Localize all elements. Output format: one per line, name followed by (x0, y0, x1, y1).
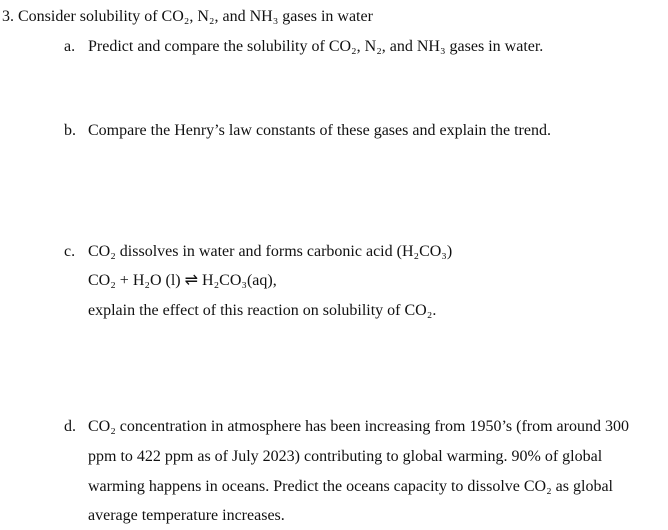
question-title: 3. Consider solubility of CO₂, N₂, and NH₃ gases in water (2, 8, 373, 25)
part-d-line-1: CO₂ concentration in atmosphere has been increasing from 1950’s (from around 300 (88, 418, 629, 435)
part-c-text: CO₂ dissolves in water and forms carbonic acid (H₂CO₃) (88, 243, 453, 260)
part-a-label: a. (64, 38, 76, 55)
part-d-line-3: warming happens in oceans. Predict the oceans capacity to dissolve CO₂ as global (88, 478, 613, 495)
part-a-text: Predict and compare the solubility of CO₂, N₂, and NH₃ gases in water. (88, 38, 544, 55)
part-c-equation: CO₂ + H₂O (l) ⇌ H₂CO₃(aq), (88, 272, 277, 289)
part-d-line-4: average temperature increases. (88, 507, 285, 524)
part-d-line-2: ppm to 422 ppm as of July 2023) contributing to global warming. 90% of global (88, 448, 603, 465)
part-b-text: Compare the Henry’s law constants of these gases and explain the trend. (88, 122, 551, 139)
part-c-prompt: explain the effect of this reaction on solubility of CO₂. (88, 302, 437, 319)
part-d-label: d. (64, 418, 76, 435)
part-c-label: c. (64, 243, 76, 260)
part-b-label: b. (64, 122, 76, 139)
